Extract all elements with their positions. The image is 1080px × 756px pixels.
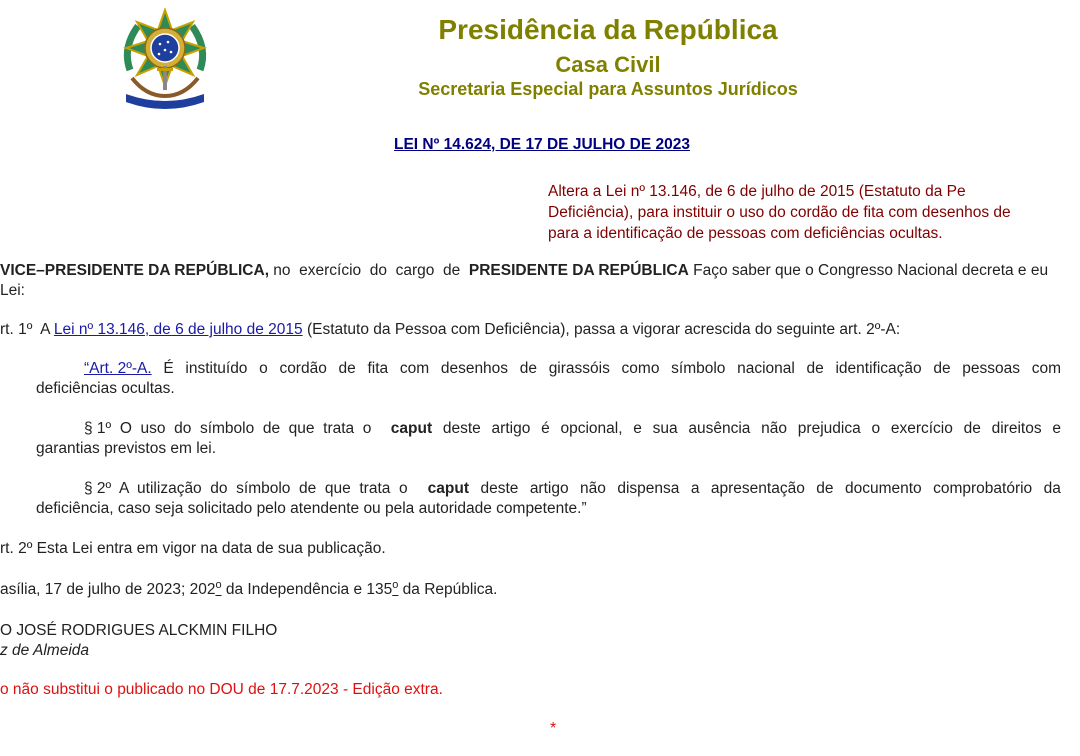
art2-line: rt. 2º Esta Lei entra em vigor na data de sua publicação. [0, 540, 386, 557]
art2a-word: de [933, 360, 951, 377]
par1-word: é [541, 420, 550, 437]
par1-word: e [633, 420, 642, 437]
par2-word: apresentação [710, 480, 805, 497]
header-presidencia: Presidência da República [438, 14, 778, 45]
art2a-line-2: deficiências ocultas. [36, 380, 175, 397]
par1-word: prejudica [797, 420, 861, 437]
art2a-word: de [806, 360, 824, 377]
par2-pre: § 2º A utilização do símbolo de que trata o [84, 480, 417, 497]
par1-block [36, 419, 1061, 459]
signature-president: O JOSÉ RODRIGUES ALCKMIN FILHO [0, 622, 278, 639]
par1-word: artigo [491, 420, 531, 437]
par2-word: artigo [529, 480, 569, 497]
law-title-link[interactable]: LEI Nº 14.624, DE 17 DE JULHO DE 2023 [394, 136, 690, 153]
par2-line-1 [36, 479, 1061, 499]
par1-word: sua [652, 420, 678, 437]
date-ordinal-2: o [392, 578, 399, 591]
art2a-word: identificação [835, 360, 922, 377]
publication-notice: o não substitui o publicado no DOU de 17.7.2023 - Edição extra. [0, 681, 443, 698]
art2a-word: com [1031, 360, 1061, 377]
par2-block [36, 479, 1061, 519]
date-ordinal-1: o [215, 578, 222, 591]
art2a-link[interactable]: “Art. 2º-A. [84, 360, 152, 377]
par1-word: direitos [991, 420, 1042, 437]
art2a-word: É [163, 360, 174, 377]
art1-suffix: (Estatuto da Pessoa com Deficiência), passa a vigorar acrescida do seguinte art. 2º-A: [302, 321, 901, 338]
par1-word: exercício [890, 420, 953, 437]
par1-line-2: garantias previstos em lei. [36, 440, 217, 457]
par1-word: ausência [688, 420, 751, 437]
preamble-vice-president: VICE–PRESIDENTE DA REPÚBLICA, [0, 262, 269, 279]
par1-pre: § 1º O uso do símbolo de que trata o [84, 420, 381, 437]
par1-word: e [1052, 420, 1061, 437]
date-part-b: da Independência e 135 [221, 581, 393, 598]
signature-minister: z de Almeida [0, 642, 90, 659]
art2a-word: de [519, 360, 537, 377]
par1-word: opcional, [560, 420, 623, 437]
art2a-word: como [621, 360, 660, 377]
date-part-c: da República. [398, 581, 498, 598]
art2a-word: o [259, 360, 268, 377]
ementa-line-3: para a identificação de pessoas com deficiências ocultas. [548, 225, 943, 242]
date-line [0, 580, 497, 600]
art2a-word: cordão [279, 360, 327, 377]
header-secretaria: Secretaria Especial para Assuntos Jurídicos [418, 79, 798, 99]
art2a-word: com [399, 360, 430, 377]
asterisk-mark: * [550, 720, 557, 737]
art2a-word: girassóis [548, 360, 610, 377]
art2a-word: desenhos [440, 360, 509, 377]
art1-prefix: rt. 1º A [0, 321, 54, 338]
coat-of-arms-icon [116, 8, 214, 112]
preamble-mid: no exercício do cargo de [269, 262, 469, 279]
par2-word: dispensa [617, 480, 680, 497]
law-13146-link[interactable]: Lei nº 13.146, de 6 de julho de 2015 [53, 321, 303, 338]
par1-word: não [761, 420, 788, 437]
par1-caput: caput [390, 420, 433, 437]
ementa [548, 181, 1080, 244]
par2-word: comprobatório [933, 480, 1033, 497]
preamble-tail: Faço saber que o Congresso Nacional decreta e eu [688, 262, 1049, 279]
ementa-line-1: Altera a Lei nº 13.146, de 6 de julho de 2015 (Estatuto da Pe [548, 183, 966, 200]
art2a-word: símbolo [671, 360, 726, 377]
art2a-line-1 [36, 359, 1061, 379]
art2a-block [36, 359, 1061, 399]
par2-word: não [580, 480, 606, 497]
par2-word: documento [844, 480, 922, 497]
par2-word: deste [480, 480, 519, 497]
par1-word: de [963, 420, 981, 437]
par2-word: a [690, 480, 700, 497]
art2a-word: nacional [737, 360, 795, 377]
art2a-word: de [338, 360, 356, 377]
art1-line [0, 320, 900, 340]
art2a-word: fita [367, 360, 389, 377]
preamble-president: PRESIDENTE DA REPÚBLICA [468, 262, 689, 279]
par1-line-1 [36, 419, 1061, 439]
par1-word: o [871, 420, 881, 437]
art2a-word: instituído [185, 360, 248, 377]
preamble-line-1 [0, 261, 1048, 281]
ementa-line-2: Deficiência), para instituir o uso do cordão de fita com desenhos de [548, 204, 1011, 221]
par2-caput: caput [427, 480, 470, 497]
par1-word: deste [442, 420, 481, 437]
par2-word: da [1043, 480, 1061, 497]
art2a-word: pessoas [962, 360, 1021, 377]
date-part-a: asília, 17 de julho de 2023; 202 [0, 581, 216, 598]
header-casa-civil: Casa Civil [555, 52, 661, 77]
par2-line-2: deficiência, caso seja solicitado pelo atendente ou pela autoridade competente.” [36, 500, 587, 517]
par2-word: de [816, 480, 834, 497]
preamble-line-2: Lei: [0, 282, 25, 299]
